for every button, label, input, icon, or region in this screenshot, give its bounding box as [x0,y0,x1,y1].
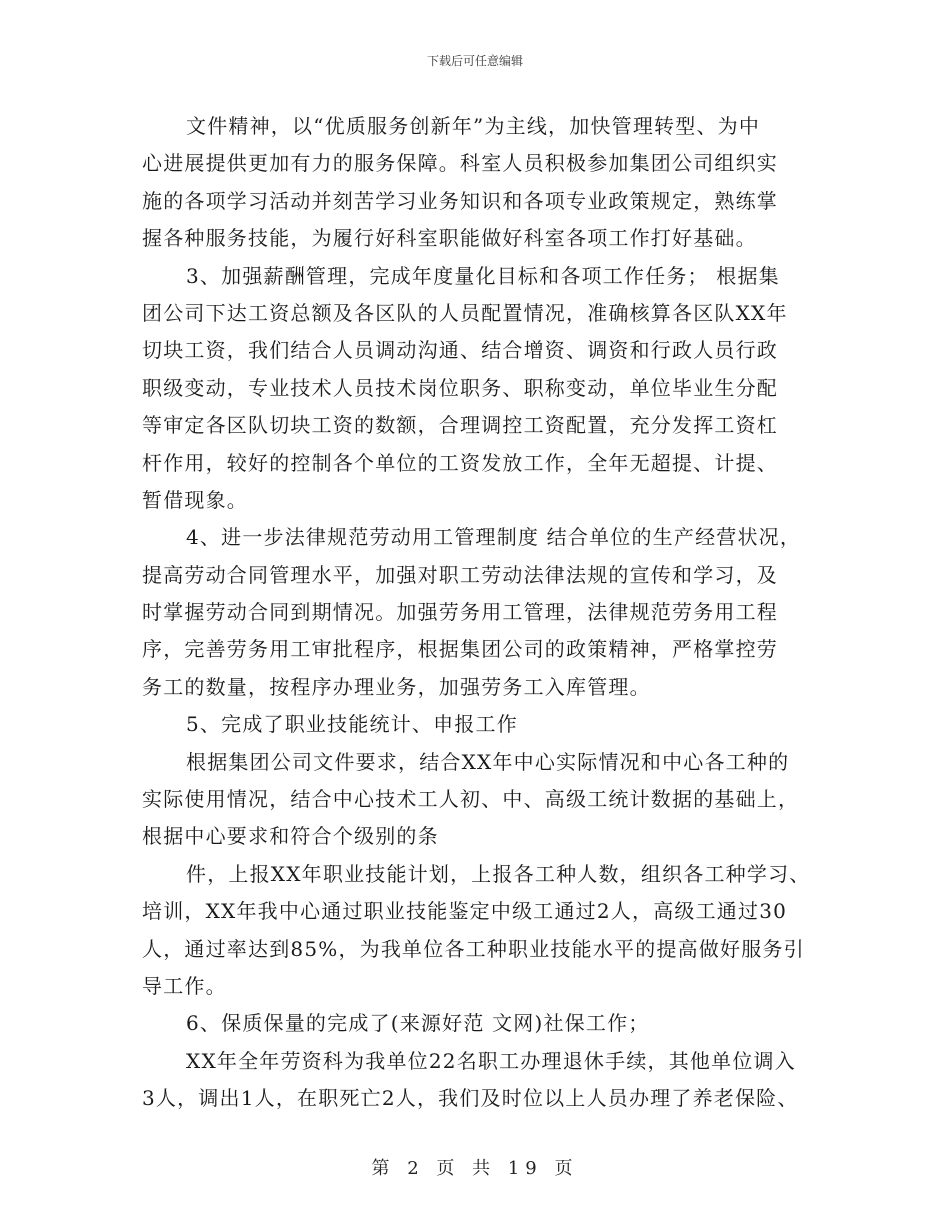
page-footer: 第 2 页 共 19 页 [371,1158,579,1179]
text-line: 职级变动，专业技术人员技术岗位职务、职称变动，单位毕业生分配 [142,375,778,400]
text-line: XX年全年劳资科为我单位22名职工办理退休手续，其他单位调入 [186,1048,796,1073]
text-line: 4、进一步法律规范劳动用工管理制度 结合单位的生产经营状况， [186,525,802,550]
text-line: 提高劳动合同管理水平，加强对职工劳动法律法规的宣传和学习，及 [142,562,778,587]
text-line: 团公司下达工资总额及各区队的人员配置情况，准确核算各区队XX年 [142,300,788,325]
text-line: 心进展提供更加有力的服务保障。科室人员积极参加集团公司组织实 [142,151,778,176]
text-line: 务工的数量，按程序办理业务，加强劳务工入库管理。 [142,674,651,699]
text-line: 切块工资，我们结合人员调动沟通、结合增资、调资和行政人员行政 [142,338,778,363]
text-line: 序，完善劳务用工审批程序，根据集团公司的政策精神，严格掌控劳 [142,637,778,662]
text-line: 实际使用情况，结合中心技术工人初、中、高级工统计数据的基础上， [142,787,800,812]
text-line: 6、保质保量的完成了(来源好范 文网)社保工作； [186,1011,650,1036]
text-line: 暂借现象。 [142,487,248,512]
text-line: 5、完成了职业技能统计、申报工作 [186,712,518,737]
text-line: 培训，XX年我中心通过职业技能鉴定中级工通过2人，高级工通过30 [142,899,788,924]
text-line: 杆作用，较好的控制各个单位的工资发放工作，全年无超提、计提、 [142,450,778,475]
text-line: 时掌握劳动合同到期情况。加强劳务用工管理，法律规范劳务用工程 [142,600,778,625]
text-line: 握各种服务技能，为履行好科室职能做好科室各项工作打好基础。 [142,226,757,251]
text-line: 施的各项学习活动并刻苦学习业务知识和各项专业政策规定，熟练掌 [142,188,778,213]
text-line: 导工作。 [142,973,227,998]
text-line: 文件精神，以“优质服务创新年”为主线，加快管理转型、为中 [186,114,761,138]
text-line: 件，上报XX年职业技能计划，上报各工种人数，组织各工种学习、 [186,861,811,886]
document-body [142,108,822,1118]
text-line: 3人，调出1人，在职死亡2人，我们及时位以上人员办理了养老保险、 [142,1086,799,1111]
text-line: 人，通过率达到85%，为我单位各工种职业技能水平的提高做好服务引 [142,936,805,961]
page-header: 下载后可任意编辑 [426,54,523,68]
text-line: 等审定各区队切块工资的数额，合理调控工资配置，充分发挥工资杠 [142,413,778,438]
text-line: 根据集团公司文件要求，结合XX年中心实际情况和中心各工种的 [186,749,790,774]
text-line: 3、加强薪酬管理，完成年度量化目标和各项工作任务； 根据集 [186,263,780,288]
text-line: 根据中心要求和符合个级别的条 [142,824,439,849]
